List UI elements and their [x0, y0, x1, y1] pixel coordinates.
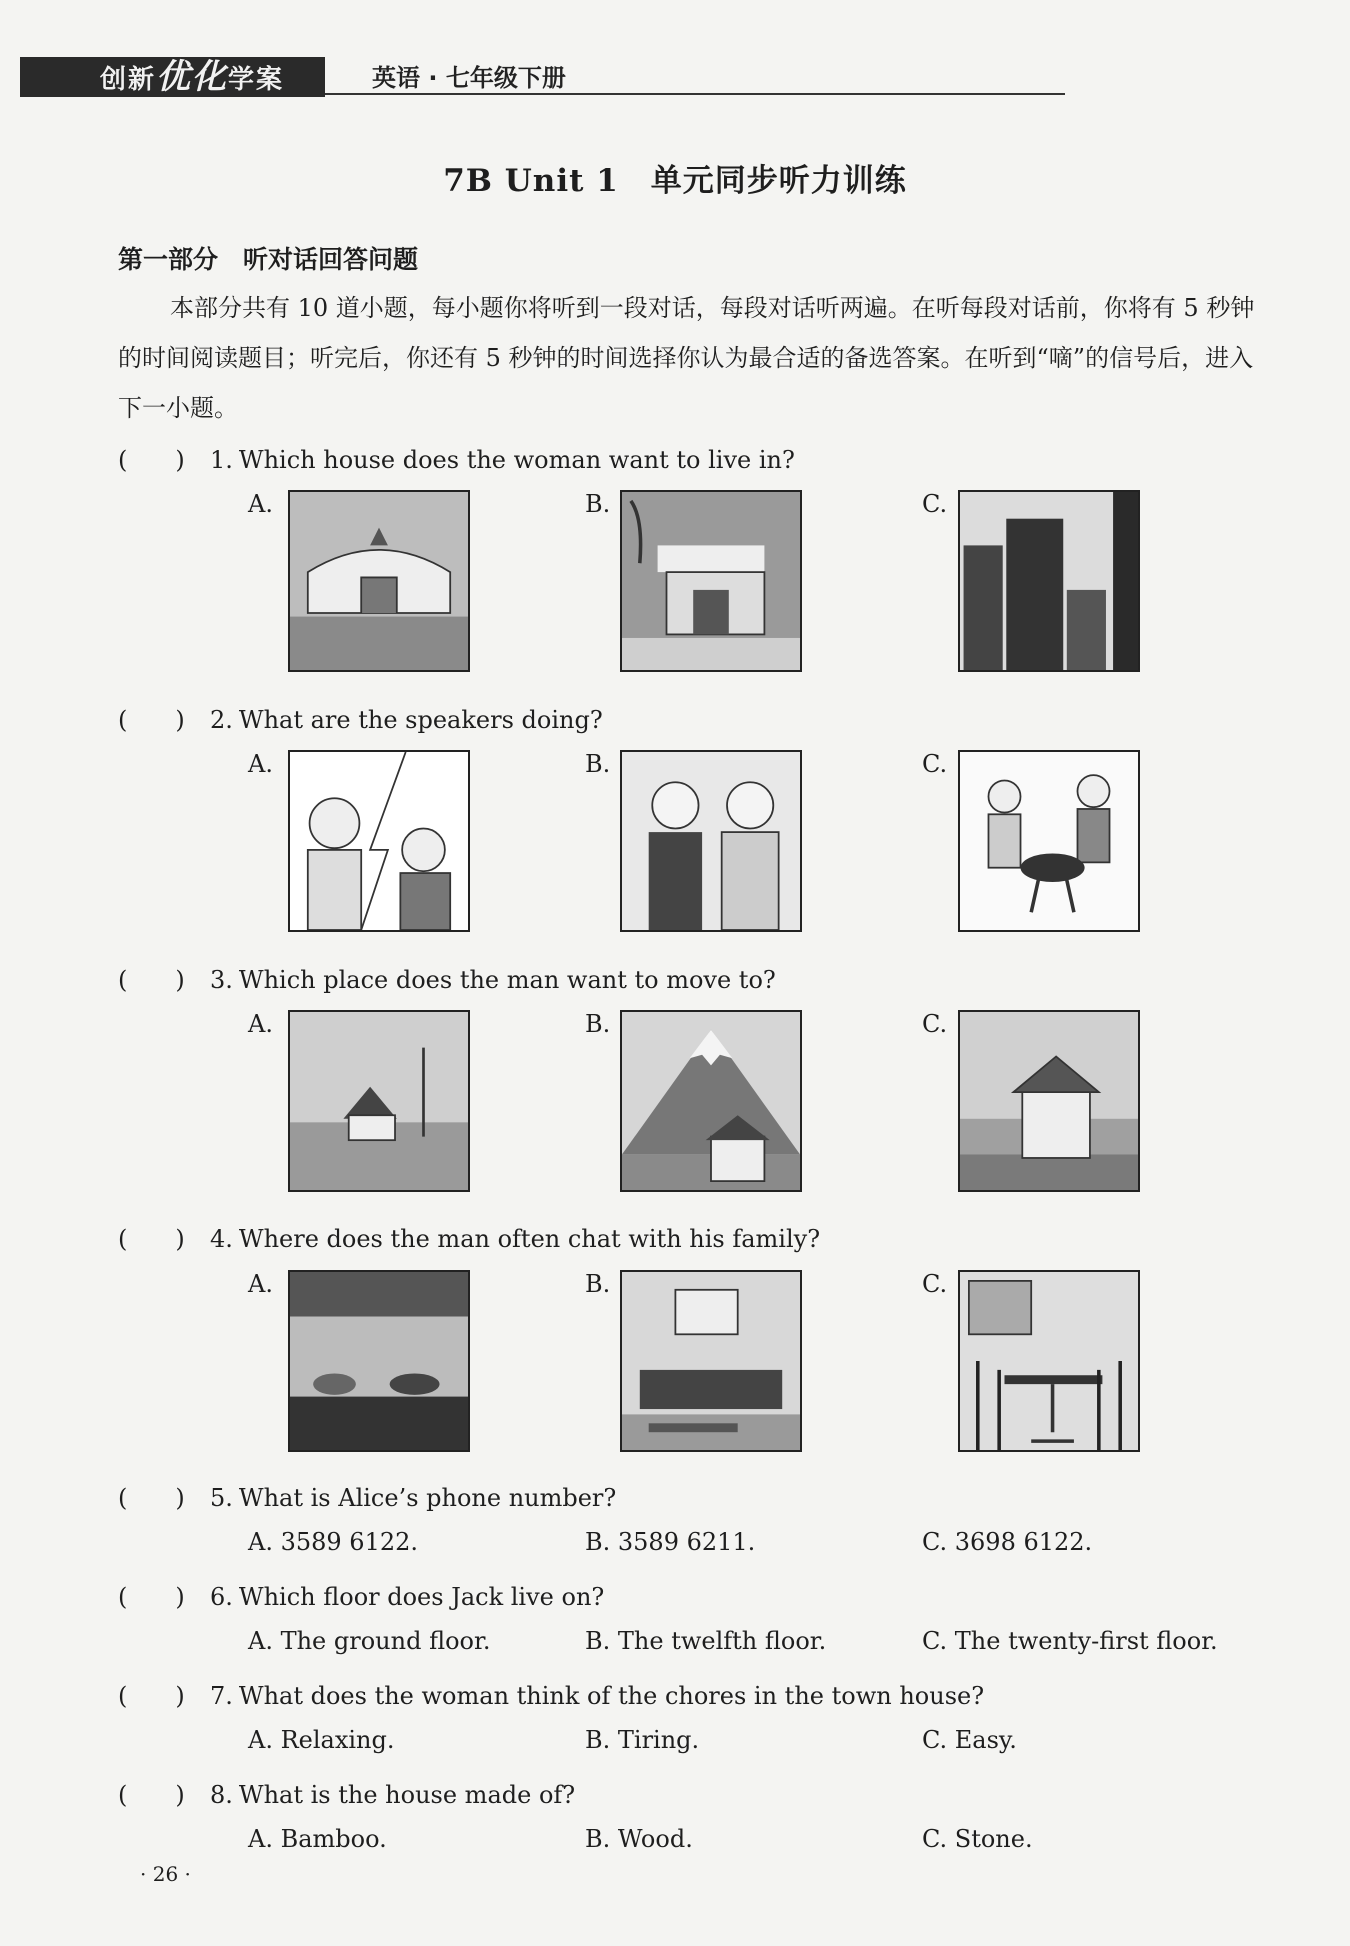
answer-blank[interactable]: ( ) [118, 1682, 185, 1710]
question-2 [118, 700, 603, 735]
option-c[interactable]: C. 3698 6122. [922, 1528, 1093, 1556]
option-c[interactable]: C. Easy. [922, 1726, 1017, 1754]
subject-label: 英语 · 七年级下册 [372, 64, 566, 92]
answer-blank[interactable]: ( ) [118, 1484, 185, 1512]
question-8 [118, 1775, 575, 1810]
question-number: 2. [210, 706, 233, 734]
option-a[interactable]: A. The ground floor. [248, 1627, 491, 1655]
option-label: A. [248, 1270, 273, 1298]
phone-call-icon[interactable] [288, 750, 470, 932]
answer-blank[interactable]: ( ) [118, 966, 185, 994]
option-label: B. [585, 750, 611, 778]
option-c[interactable]: C. The twenty-first floor. [922, 1627, 1218, 1655]
question-number: 1. [210, 446, 233, 474]
brand-part2: 学案 [228, 65, 285, 95]
option-label: A. [248, 1010, 273, 1038]
part1-instructions [118, 283, 1268, 433]
option-a[interactable]: A. 3589 6122. [248, 1528, 419, 1556]
question-7 [118, 1676, 984, 1711]
question-4 [118, 1219, 820, 1254]
option-label: C. [922, 750, 948, 778]
page-title: 7B Unit 1 单元同步听力训练 [443, 163, 907, 199]
seaside-house-icon[interactable] [958, 1010, 1140, 1192]
option-a[interactable]: A. Bamboo. [248, 1825, 387, 1853]
option-label: B. [585, 1270, 611, 1298]
yurt-icon[interactable] [288, 490, 470, 672]
option-label: C. [922, 1270, 948, 1298]
modern-villa-icon[interactable] [620, 490, 802, 672]
question-text: Where does the man often chat with his family? [238, 1225, 821, 1253]
option-b[interactable]: B. 3589 6211. [585, 1528, 756, 1556]
question-number: 3. [210, 966, 233, 994]
option-label: C. [922, 1010, 948, 1038]
part1-heading: 第一部分 听对话回答问题 [118, 245, 419, 274]
question-number: 6. [210, 1583, 233, 1611]
skyscrapers-icon[interactable] [958, 490, 1140, 672]
instructions-text: 本部分共有 10 道小题，每小题你将听到一段对话，每段对话听两遍。在听每段对话前，你将有 5 秒钟的时间阅读题目；听完后，你还有 5 秒钟的时间选择你认为最合适的备选答案。在听到“嘀”的信号后，进入下一小题。 [118, 294, 1255, 422]
barbecue-icon[interactable] [958, 750, 1140, 932]
option-a[interactable]: A. Relaxing. [248, 1726, 395, 1754]
question-text: What is the house made of? [238, 1781, 576, 1809]
option-b[interactable]: B. Wood. [585, 1825, 693, 1853]
talking-people-icon[interactable] [620, 750, 802, 932]
option-label: A. [248, 750, 273, 778]
brand-big: 优化 [156, 57, 229, 97]
question-1 [118, 440, 795, 475]
dining-room-icon[interactable] [958, 1270, 1140, 1452]
living-room-icon[interactable] [620, 1270, 802, 1452]
question-number: 4. [210, 1225, 233, 1253]
kitchen-icon[interactable] [288, 1270, 470, 1452]
answer-blank[interactable]: ( ) [118, 1225, 185, 1253]
answer-blank[interactable]: ( ) [118, 1583, 185, 1611]
question-number: 7. [210, 1682, 233, 1710]
brand-banner [20, 57, 325, 97]
question-5 [118, 1478, 616, 1513]
option-label: B. [585, 1010, 611, 1038]
option-label: B. [585, 490, 611, 518]
mountain-house-icon[interactable] [620, 1010, 802, 1192]
option-c[interactable]: C. Stone. [922, 1825, 1033, 1853]
countryside-house-icon[interactable] [288, 1010, 470, 1192]
question-number: 8. [210, 1781, 233, 1809]
option-label: A. [248, 490, 273, 518]
question-text: Which place does the man want to move to? [238, 966, 776, 994]
question-text: What is Alice’s phone number? [238, 1484, 617, 1512]
header-divider [325, 93, 1065, 95]
question-text: What are the speakers doing? [238, 706, 603, 734]
question-text: What does the woman think of the chores in the town house? [238, 1682, 985, 1710]
brand-part1: 创新 [100, 65, 157, 95]
answer-blank[interactable]: ( ) [118, 446, 185, 474]
answer-blank[interactable]: ( ) [118, 1781, 185, 1809]
option-label: C. [922, 490, 948, 518]
question-3 [118, 960, 776, 995]
question-text: Which floor does Jack live on? [238, 1583, 605, 1611]
page-number: · 26 · [140, 1862, 191, 1886]
option-b[interactable]: B. The twelfth floor. [585, 1627, 827, 1655]
answer-blank[interactable]: ( ) [118, 706, 185, 734]
question-number: 5. [210, 1484, 233, 1512]
question-text: Which house does the woman want to live in? [238, 446, 795, 474]
option-b[interactable]: B. Tiring. [585, 1726, 700, 1754]
question-6 [118, 1577, 604, 1612]
